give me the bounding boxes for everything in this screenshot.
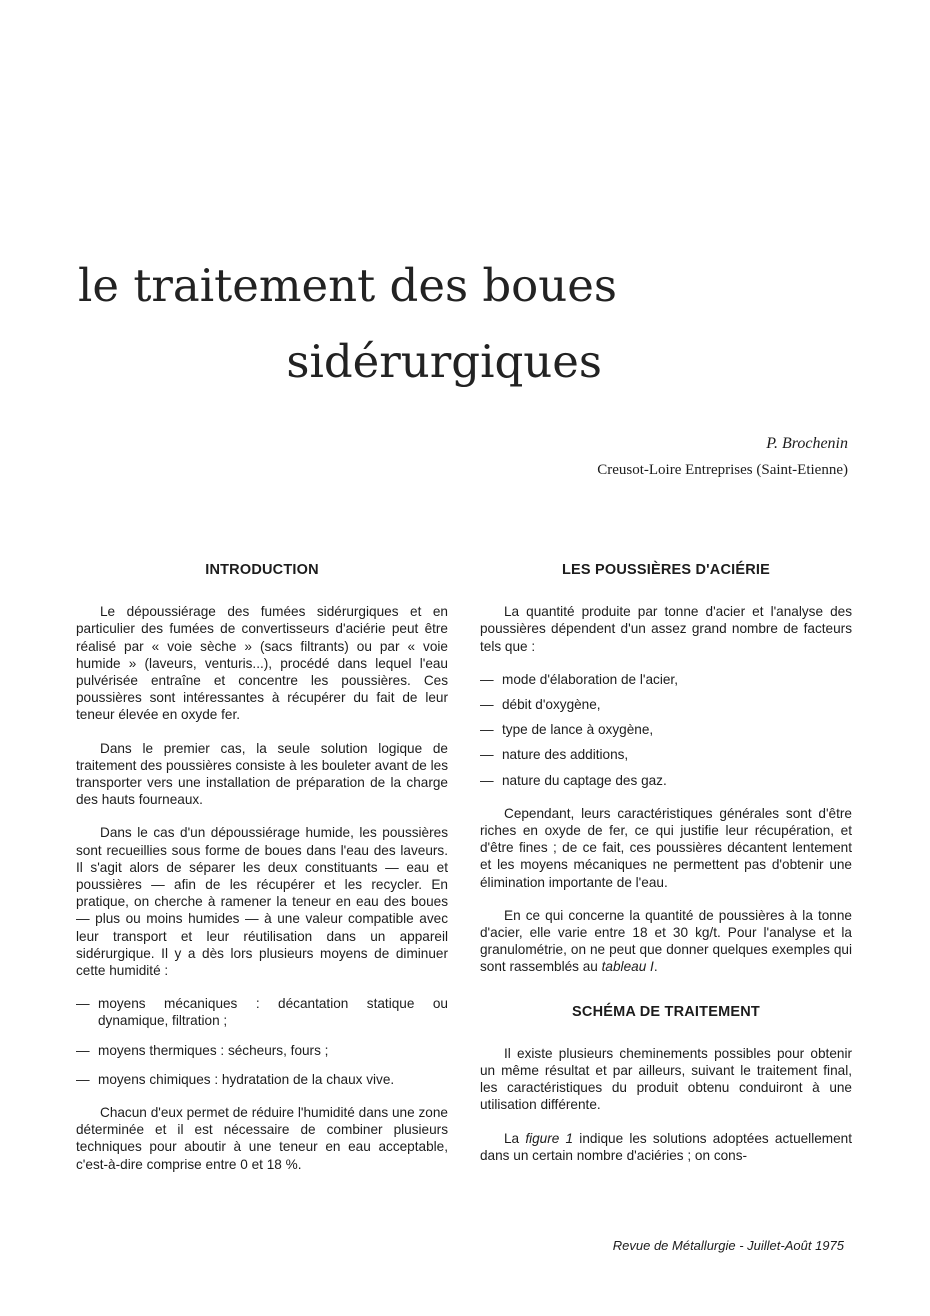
dust-paragraph-1: La quantité produite par tonne d'acier et l'analyse des poussières dépendent d'un assez grand nombre de facteurs tels que : [480,604,852,654]
intro-paragraph-3: Dans le cas d'un dépoussiérage humide, les poussières sont recueillies sous forme de boues dans l'eau des laveurs. Il s'agit alors de séparer les deux constituants — eau et poussières — afin de les récupérer et les recycler. En pratique, on cherche à ramener la teneur en eau des boues — plus ou moins humides — à une valeur compatible avec leur transport et leur réutilisation dans un appareil sidérurgique. Il y a dès lors plusieurs moyens de diminuer cette humidité : [76,825,448,979]
treatment-heading: SCHÉMA DE TRAITEMENT [572,1003,760,1020]
journal-footer: Revue de Métallurgie - Juillet-Août 1975 [612,1238,844,1253]
list-item: — moyens thermiques : sécheurs, fours ; [76,1042,448,1059]
dust-paragraph-3-end: . [653,959,658,975]
list-item: — mode d'élaboration de l'acier, [480,671,852,688]
list-item: — débit d'oxygène, [480,696,852,713]
humidity-means-list [76,995,448,1088]
list-item: — nature du captage des gaz. [480,772,852,789]
intro-paragraph-2: Dans le premier cas, la seule solution logique de traitement des poussières consiste à les bouleter avant de les transporter vers une installation de préparation de la charge des hauts fourneaux. [76,740,448,808]
factors-list [480,671,852,789]
title-line-2: sidérurgiques [286,335,602,388]
dust-heading: LES POUSSIÈRES D'ACIÉRIE [561,562,771,578]
list-item: — type de lance à oxygène, [480,721,852,738]
figure-reference: figure 1 [525,1130,574,1146]
title-line-1: le traitement des boues [78,259,617,312]
article-title [78,248,638,400]
treatment-paragraph-2-start: La [504,1130,526,1146]
list-item: — nature des additions, [480,746,852,763]
table-reference: tableau I [601,959,654,975]
introduction-heading: INTRODUCTION [205,562,319,578]
author-affiliation: Creusot-Loire Entreprises (Saint-Etienne) [597,462,848,478]
treatment-paragraph-1: Il existe plusieurs cheminements possibles pour obtenir un même résultat et par ailleurs, suivant le traitement final, les caractéristiques du produit obtenu conduiront à une utilisation différente. [480,1045,852,1113]
dust-paragraph-3-text: En ce qui concerne la quantité de poussières à la tonne d'acier, elle varie entre 18 et 30 kg/t. Pour l'analyse et la granulométrie, on ne peut que donner quelques exemples qui sont rassemblés au [480,907,852,975]
author-block [597,430,848,484]
intro-paragraph-1: Le dépoussiérage des fumées sidérurgiques et en particulier des fumées de convertisseurs d'aciérie peut être réalisé par « voie sèche » (sacs filtrants) ou par « voie humide » (laveurs, venturis...), procédé dans lequel l'eau pulvérisée entraîne et concentre les poussières. Ces poussières sont intéressantes à récupérer du fait de leur teneur élevée en oxyde fer. [76,604,448,723]
left-column [76,562,448,1189]
dust-paragraph-3 [480,907,852,976]
right-column [480,562,852,1180]
treatment-paragraph-2 [480,1130,852,1164]
treatment-paragraph-2-text: indique les solutions adoptées actuellement dans un certain nombre d'aciéries ; on cons- [480,1130,853,1163]
intro-paragraph-4: Chacun d'eux permet de réduire l'humidité dans une zone déterminée et il est nécessaire de combiner plusieurs techniques pour aboutir à une teneur en eau acceptable, c'est-à-dire comprise entre 0 et 18 %. [76,1105,448,1172]
author-name: P. Brochenin [766,435,848,452]
dust-paragraph-2: Cependant, leurs caractéristiques générales sont d'être riches en oxyde de fer, ce qui justifie leur récupération, et d'être fines ; de ce fait, ces poussières décantent lentement et les moyens mécaniques ne permettent pas d'obtenir une élimination importante de l'eau. [480,805,852,890]
list-item: — moyens chimiques : hydratation de la chaux vive. [76,1071,448,1088]
list-item: — moyens mécaniques : décantation statique ou dynamique, filtration ; [76,995,448,1029]
